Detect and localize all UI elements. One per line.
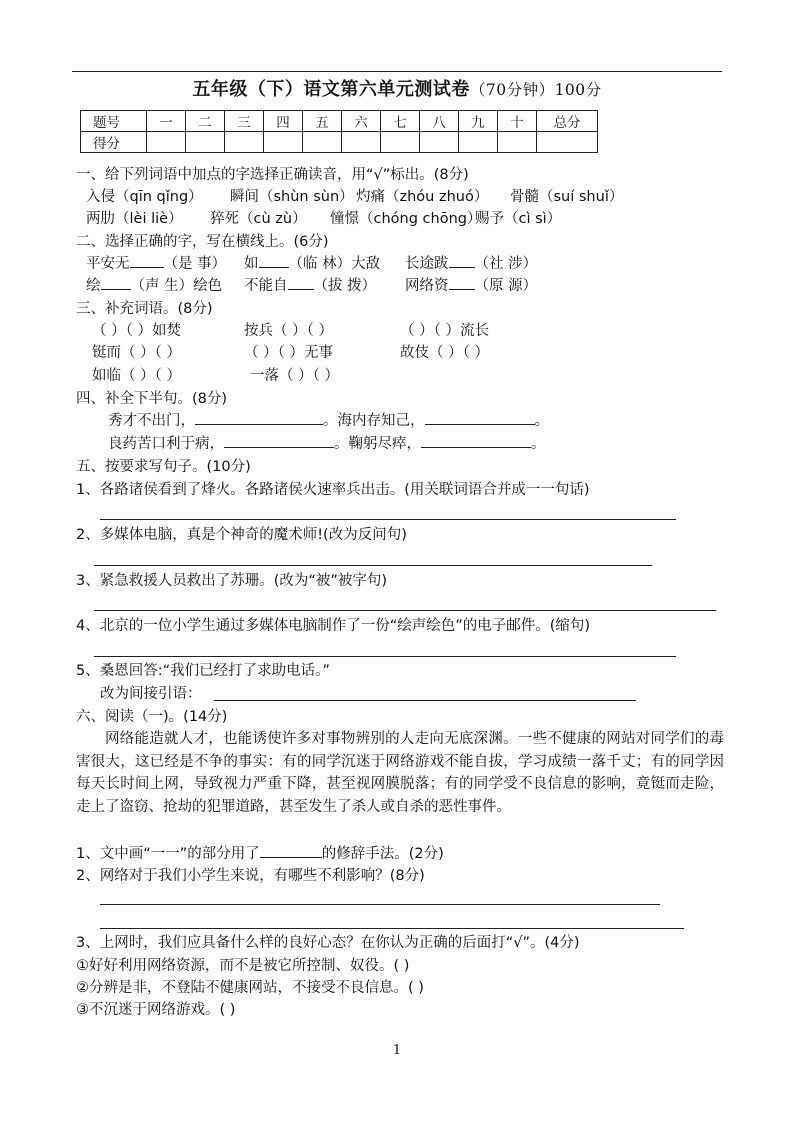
verse-line	[108, 433, 546, 455]
score-header-cell: 十	[498, 111, 537, 132]
fill-item	[244, 253, 380, 275]
score-header-cell: 七	[381, 111, 420, 132]
verse-text: 良药苦口利于病，	[108, 436, 224, 452]
score-input-cell[interactable]	[498, 132, 537, 153]
score-header-label: 题号	[81, 111, 147, 132]
header-rule	[72, 71, 722, 72]
fill-item-options: （原 源）	[474, 278, 538, 294]
score-input-cell[interactable]	[186, 132, 225, 153]
score-input-cell[interactable]	[264, 132, 303, 153]
idiom-item: 如临（ ）（ ）	[92, 368, 181, 384]
fill-item	[86, 275, 222, 297]
idiom-item: （ ）（ ）流长	[400, 323, 489, 339]
score-input-cell[interactable]	[342, 132, 381, 153]
answer-blank[interactable]	[260, 843, 322, 858]
score-input-cell[interactable]	[420, 132, 459, 153]
score-table-score-row	[81, 132, 598, 153]
answer-line[interactable]	[100, 928, 684, 929]
question-text: 改为间接引语：	[100, 686, 202, 702]
fill-item-options: （社 涉）	[474, 256, 538, 272]
fill-item-prefix: 绘	[86, 278, 101, 294]
option-item[interactable]: ②分辨是非，不登陆不健康网站，不接受不良信息。( )	[76, 980, 424, 996]
option-item[interactable]: ①好好利用网络资源，而不是被它所控制、奴役。( )	[76, 958, 410, 974]
question-text: 2、多媒体电脑，真是个神奇的魔术师!(改为反问句)	[76, 527, 407, 543]
question-text: 3、紧急救援人员救出了苏珊。(改为“被”被字句)	[76, 573, 388, 589]
score-table-header-row	[81, 111, 598, 132]
fill-item-options: （临 林）大敌	[288, 256, 381, 272]
title-sub: （70分钟）100分	[469, 81, 602, 99]
score-header-cell: 二	[186, 111, 225, 132]
answer-blank[interactable]	[449, 253, 475, 268]
pinyin-item: 赐予（cì sì）	[475, 211, 562, 227]
score-input-cell[interactable]	[303, 132, 342, 153]
fill-item-options: （声 生）绘色	[130, 278, 223, 294]
verse-text: 。	[531, 436, 546, 452]
answer-line[interactable]	[100, 519, 676, 520]
pinyin-item: 憧憬（chóng chōng）	[330, 211, 482, 227]
answer-blank[interactable]	[224, 433, 334, 448]
pinyin-item: 灼痛（zhóu zhuó）	[356, 189, 489, 205]
verse-line	[108, 410, 549, 432]
pinyin-item: 骨髓（suí shuǐ）	[510, 189, 624, 205]
question-text: 1、文中画“一一”的部分用了	[76, 846, 260, 862]
section-5-heading: 五、按要求写句子。(10分)	[76, 459, 251, 475]
verse-text: 。海内存知己，	[323, 413, 425, 429]
answer-blank[interactable]	[259, 253, 289, 268]
idiom-item: （ ）（ ）如焚	[92, 323, 181, 339]
idiom-item: 故伎（ ）（ ）	[400, 345, 489, 361]
answer-blank[interactable]	[421, 433, 531, 448]
question-text: 4、北京的一位小学生通过多媒体电脑制作了一份“绘声绘色”的电子邮件。(缩句)	[76, 618, 591, 634]
exam-title	[0, 75, 794, 101]
answer-line[interactable]	[94, 610, 716, 611]
fill-item-options: （是 事）	[163, 256, 227, 272]
idiom-item: 铤而（ ）（ ）	[92, 345, 181, 361]
section-6-heading: 六、阅读（一)。(14分)	[76, 709, 228, 725]
score-header-cell: 四	[264, 111, 303, 132]
score-total-cell[interactable]	[537, 132, 598, 153]
question-text: 3、上网时，我们应具备什么样的良好心态？在你认为正确的后面打“√”。(4分)	[76, 935, 580, 951]
idiom-item: 按兵（ ）（ ）	[244, 323, 333, 339]
verse-text: 秀才不出门，	[108, 413, 195, 429]
fill-item-prefix: 不能自	[244, 278, 288, 294]
question-text: 的修辞手法。(2分)	[321, 846, 444, 862]
page-number: 1	[392, 1043, 402, 1058]
answer-blank[interactable]	[449, 275, 475, 290]
score-input-cell[interactable]	[147, 132, 186, 153]
fill-item	[405, 253, 537, 275]
score-header-cell: 三	[225, 111, 264, 132]
verse-text: 。鞠躬尽瘁，	[334, 436, 421, 452]
question-text	[76, 843, 444, 865]
section-3-heading: 三、补充词语。(8分)	[76, 301, 213, 317]
answer-line[interactable]	[94, 565, 652, 566]
verse-text: 。	[534, 413, 549, 429]
fill-item	[244, 275, 376, 297]
fill-item-prefix: 网络资	[405, 278, 449, 294]
answer-blank[interactable]	[130, 253, 164, 268]
score-header-cell: 一	[147, 111, 186, 132]
pinyin-item: 入侵（qīn qǐng）	[86, 189, 203, 205]
fill-item-options: （拔 拨）	[313, 278, 377, 294]
fill-item	[86, 253, 226, 275]
score-table	[80, 110, 598, 153]
answer-line[interactable]	[214, 700, 636, 701]
score-header-cell: 八	[420, 111, 459, 132]
section-2-heading: 二、选择正确的字，写在横线上。(6分)	[76, 234, 329, 250]
answer-blank[interactable]	[425, 410, 535, 425]
fill-item-prefix: 如	[244, 256, 259, 272]
answer-blank[interactable]	[288, 275, 314, 290]
section-1-heading: 一、给下列词语中加点的字选择正确读音，用“√”标出。(8分)	[76, 167, 469, 183]
score-header-cell: 九	[459, 111, 498, 132]
option-item[interactable]: ③不沉迷于网络游戏。( )	[76, 1002, 236, 1018]
score-header-cell: 六	[342, 111, 381, 132]
answer-line[interactable]	[94, 656, 676, 657]
pinyin-item: 猝死（cù zù）	[210, 211, 307, 227]
question-text: 5、桑恩回答:“我们已经打了求助电话。”	[76, 663, 330, 679]
idiom-item: （ ）（ ）无事	[244, 345, 333, 361]
answer-blank[interactable]	[101, 275, 131, 290]
fill-item-prefix: 平安无	[86, 256, 130, 272]
score-header-total: 总分	[537, 111, 598, 132]
score-input-cell[interactable]	[225, 132, 264, 153]
fill-item-prefix: 长途跋	[405, 256, 449, 272]
answer-blank[interactable]	[195, 410, 323, 425]
score-input-cell[interactable]	[459, 132, 498, 153]
fill-item	[405, 275, 537, 297]
pinyin-item: 两肋（lèi liè）	[86, 211, 183, 227]
section-4-heading: 四、补全下半句。(8分)	[76, 391, 228, 407]
idiom-item: 一落（ ）（ ）	[250, 368, 339, 384]
reading-passage: 网络能造就人才，也能诱使许多对事物辨别的人走向无底深渊。一些不健康的网站对同学们的毒害很大，这已经是不争的事实：有的同学沉迷于网络游戏不能自拔，学习成绩一落千丈；有的同学因每天长时间上网，导致视力严重下降，甚至视网膜脱落；有的同学受不良信息的影响，竟铤而走险，走上了盗窃、抢劫的犯罪道路，甚至发生了杀人或自杀的恶性事件。	[76, 731, 724, 815]
answer-line[interactable]	[100, 904, 660, 905]
question-text: 2、网络对于我们小学生来说，有哪些不利影响？(8分)	[76, 868, 425, 884]
pinyin-item: 瞬间（shùn sùn）	[230, 189, 354, 205]
score-row-label: 得分	[81, 132, 147, 153]
title-main: 五年级（下）语文第六单元测试卷	[192, 79, 470, 100]
score-input-cell[interactable]	[381, 132, 420, 153]
question-text: 1、各路诸侯看到了烽火。各路诸侯火速率兵出击。(用关联词语合并成一一句话)	[76, 482, 590, 498]
score-header-cell: 五	[303, 111, 342, 132]
